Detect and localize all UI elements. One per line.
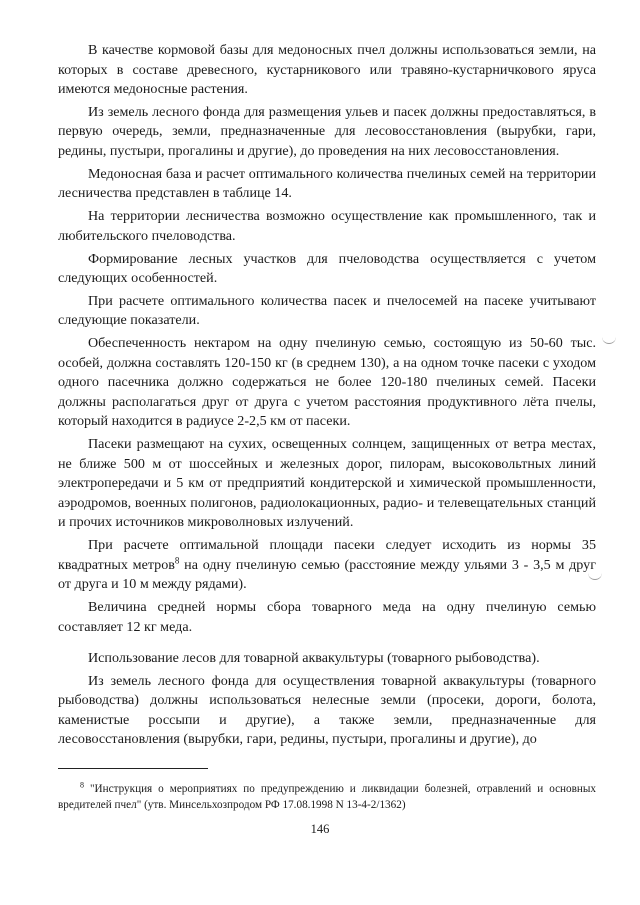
paragraph-text-after: на одну пчелиную семью (расстояние между ульями 3 - 3,5 м друг от друга и 10 м между рядами). (58, 556, 597, 593)
footnote (58, 781, 596, 813)
paragraph: Формирование лесных участков для пчеловодства осуществляется с учетом следующих особенностей. (58, 250, 596, 287)
paragraph: На территории лесничества возможно осуществление как промышленного, так и любительского пчеловодства. (58, 208, 596, 244)
paragraph: Пасеки размещают на сухих, освещенных солнцем, защищенных от ветра местах, не ближе 500 м от шоссейных и железных дорог, пилорам, высоковольтных линий электропередачи и 5 км от предприятий кондитерской и химической промышленности, аэродромов, военных полигонов, радиолокационных, радио- и телевещательных станций и прочих источников микроволновых излучений. (58, 436, 596, 531)
footnote-marker: 8 (80, 780, 84, 790)
footnote-reference: 8 (174, 554, 180, 565)
paragraph: Из земель лесного фонда для размещения ульев и пасек должны предоставляться, в первую очередь, земли, предназначенные для лесовосстановления (вырубки, гари, редины, пустыри, прогалины и другие), до проведения на них лесовосстановления. (58, 103, 596, 159)
margin-scan-mark (602, 335, 616, 344)
paragraph: Медоносная база и расчет оптимального количества пчелиных семей на территории лесничества представлен в таблице 14. (58, 165, 596, 202)
paragraph: Обеспеченность нектаром на одну пчелиную семью, состоящую из 50-60 тыс. особей, должна составлять 120-150 кг (в среднем 130), а на одном точке пасеки с уходом одного пасечника должно содержаться не более 120-180 пчелиных семей. Пасеки должны располагаться друг от друга с учетом расстояния продуктивного лёта пчелы, который находится в радиусе 2-2,5 км от пасеки. (58, 335, 596, 430)
page-number: 146 (310, 822, 330, 836)
paragraph: В качестве кормовой базы для медоносных пчел должны использоваться земли, на которых в составе древесного, кустарникового или травяно-кустарничкового яруса имеются медоносные растения. (58, 42, 596, 97)
paragraph-with-footnote (58, 536, 596, 595)
paragraph-text-before: При расчете оптимальной площади пасеки следует исходить из нормы 35 квадратных метров (58, 537, 596, 573)
body-text (58, 41, 596, 750)
margin-scan-mark (588, 571, 602, 580)
paragraph: Величина средней нормы сбора товарного меда на одну пчелиную семью составляет 12 кг меда. (58, 599, 596, 635)
footnote-separator (58, 768, 208, 769)
paragraph: Из земель лесного фонда для осуществления товарной аквакультуры (товарного рыбоводства) должны использоваться нелесные земли (просеки, дороги, болота, каменистые россыпи и другие), а также земли, предназначенные для лесовосстановления (вырубки, гари, редины, пустыри, прогалины и другие), до (58, 672, 596, 748)
paragraph: При расчете оптимального количества пасек и пчелосемей на пасеке учитывают следующие показатели. (58, 292, 596, 329)
footnote-text: "Инструкция о мероприятиях по предупреждению и ликвидации болезней, отравлений и основных вредителей пчел" (утв. Минсельхозпродом РФ 17.08.1998 N 13-4-2/1362) (58, 783, 596, 811)
section-heading: Использование лесов для товарной аквакультуры (товарного рыбоводства). (88, 650, 540, 667)
